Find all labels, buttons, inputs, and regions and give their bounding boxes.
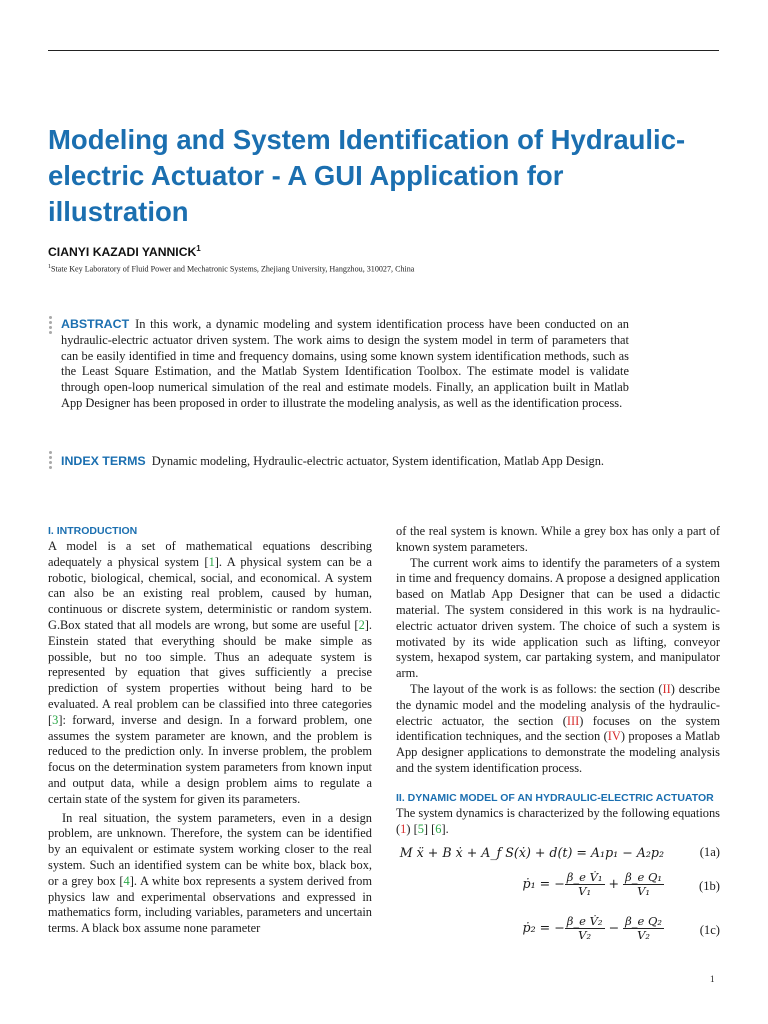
header-rule [48,50,719,51]
section-link[interactable]: III [566,713,580,728]
equation-1a-number: (1a) [699,845,720,860]
fraction [623,915,664,942]
equation-1b-number: (1b) [699,879,720,894]
equation-link[interactable]: 1 [400,821,407,836]
intro-paragraph-1 [48,539,372,808]
p5-text-a: The layout of the work is as follows: the section ( [410,681,663,696]
abstract-block [61,317,629,412]
p6-text-d: ]. [441,821,449,836]
citation-link[interactable]: 6 [435,821,442,836]
p1-text-b: ]. A physical system can be a robotic, biological, chemical, social, and economical. A system can also be an existing real problem, caused by human, continuous or discrete system, deterministic or random system. G.Box stated that all models are wrong, but some are useful [ [48,554,372,632]
fraction-denominator: V₁ [637,884,650,899]
abstract-dots-icon [49,316,53,336]
p5-text-c: ) focuses on the system identification techniques, and the section ( [396,713,720,744]
fraction [623,871,664,898]
equation-1c-body [523,915,664,942]
eq-operator: − [604,920,624,936]
right-column [396,524,720,949]
citation-link[interactable]: 3 [52,712,59,727]
section-heading-dynamic-model: II. DYNAMIC MODEL OF AN HYDRAULIC-ELECTRIC ACTUATOR [396,791,714,804]
affiliation [48,264,414,274]
page-number: 1 [710,974,715,984]
fraction-numerator: β_e Q₁ [625,870,662,885]
equation-1b-body [523,871,664,898]
affiliation-superscript: 1 [48,264,51,270]
p1-text-c: ]. Einstein stated that everything should be make simple as possible, but no too simple. Thus an adequate system is represented by equation that gives sufficiently a precise prediction of system properties without being hard to be evaluated. A real problem can be classified into three categories [ [48,617,372,727]
p1-text-d: ]: forward, inverse and design. In a forward problem, one assumes the system parameter are known, and the problem is reduced to the prediction only. In inverse problem, the problem focus on the determination system parameters from known input and output data, while a design problem aims to regulate a certain state of the system for given its parameters. [48,712,372,806]
intro-paragraph-3: of the real system is known. While a grey box has only a part of known system parameters. [396,524,720,554]
dynamics-paragraph [396,806,720,838]
equation-1b [396,869,720,905]
author-text: CIANYI KAZADI YANNICK [48,245,197,260]
fraction-numerator: β_e V̇₂ [566,914,603,929]
fraction-denominator: V₂ [578,928,592,943]
equation-1a [396,843,720,865]
p6-text-a: The system dynamics is characterized by the following equations ( [396,805,720,836]
fraction-denominator: V₁ [578,884,592,899]
equation-1c-number: (1c) [699,923,720,938]
fraction-numerator: β_e Q₂ [625,914,662,929]
p6-text-c: ] [ [423,821,436,836]
left-column [48,522,372,937]
citation-link[interactable]: 1 [208,554,215,569]
section-heading-introduction: I. INTRODUCTION [48,525,138,537]
fraction [565,871,605,898]
p2-text-a: In real situation, the system parameters, even in a design problem, are unknown. Therefore, the system can be identified by an equivalent or estimate system working closer to the real system. Such an identified system can be white box, black box, or a grey box [ [48,810,372,888]
citation-link[interactable]: 2 [358,617,365,632]
eq-lhs: ṗ₂ = − [522,920,565,936]
p5-text-b: ) describe the dynamic model and the modeling analysis of the hydraulic-electric actuator, the section ( [396,681,720,728]
fraction [565,915,605,942]
abstract-text: In this work, a dynamic modeling and system identification process have been conducted on an hydraulic-electric actuator driven system. The work aims to design the system model in term of parameters that can be easily identified in time and frequency domains, using some known system identification methods, such as the Least Square Estimation, and the Matlab System Identification Toolbox. The estimate model is validate through open-loop numerical simulation of the real and estimate models. Finally, an application built in Matlab App Designer has been proposed in order to illustrate the modeling analysis, as well as the identification process. [61,317,629,410]
index-terms-dots-icon [49,451,53,471]
section-link[interactable]: II [662,681,671,696]
author-name [48,244,201,259]
p6-text-b: ) [ [406,821,418,836]
intro-paragraph-2 [48,811,372,937]
citation-link[interactable]: 4 [123,873,130,888]
citation-link[interactable]: 5 [417,821,424,836]
equation-1a-body: M ẍ + B ẋ + A_f S(ẋ) + d(t) = A₁p₁ − A₂p₂ [399,845,664,861]
p2-text-b: ]. A white box represents a system derived from physics law and experimental observations and expressed in mathematics form, including variables, parameters and uncertain terms. A black box assume none parameter [48,873,372,936]
intro-paragraph-4: The current work aims to identify the parameters of a system in time and frequency domains. A propose a designed application based on Matlab App Designer that can be used a didactic material. The system considered in this work is na hydraulic-electric actuator driven system. The choice of such a system is motivated by its wide application such as lifting, conveyor system, hexapod system, car partaking system, and manipulator arm. [396,555,720,681]
equation-1c [396,913,720,949]
intro-paragraph-5 [396,682,720,777]
p5-text-d: ) proposes a Matlab App designer applications to demonstrate the modeling analysis and the system identification process. [396,729,720,775]
paper-title: Modeling and System Identification of Hydraulic-electric Actuator - A GUI Application for illustration [48,124,686,227]
fraction-numerator: β_e V̇₁ [566,870,603,885]
index-terms-text: Dynamic modeling, Hydraulic-electric actuator, System identification, Matlab App Design. [151,454,605,468]
section-link[interactable]: IV [607,729,621,744]
abstract-label: ABSTRACT [61,317,130,331]
index-terms-label: INDEX TERMS [61,454,146,468]
eq-lhs: ṗ₁ = − [522,876,565,892]
affiliation-text: State Key Laboratory of Fluid Power and Mechatronic Systems, Zhejiang University, Hangzhou, 310027, China [51,264,415,274]
author-superscript: 1 [196,244,201,253]
p1-text-a: A model is a set of mathematical equations describing adequately a physical system [ [48,539,372,569]
fraction-denominator: V₂ [637,928,650,943]
eq-operator: + [604,876,624,892]
index-terms-block [61,453,629,469]
